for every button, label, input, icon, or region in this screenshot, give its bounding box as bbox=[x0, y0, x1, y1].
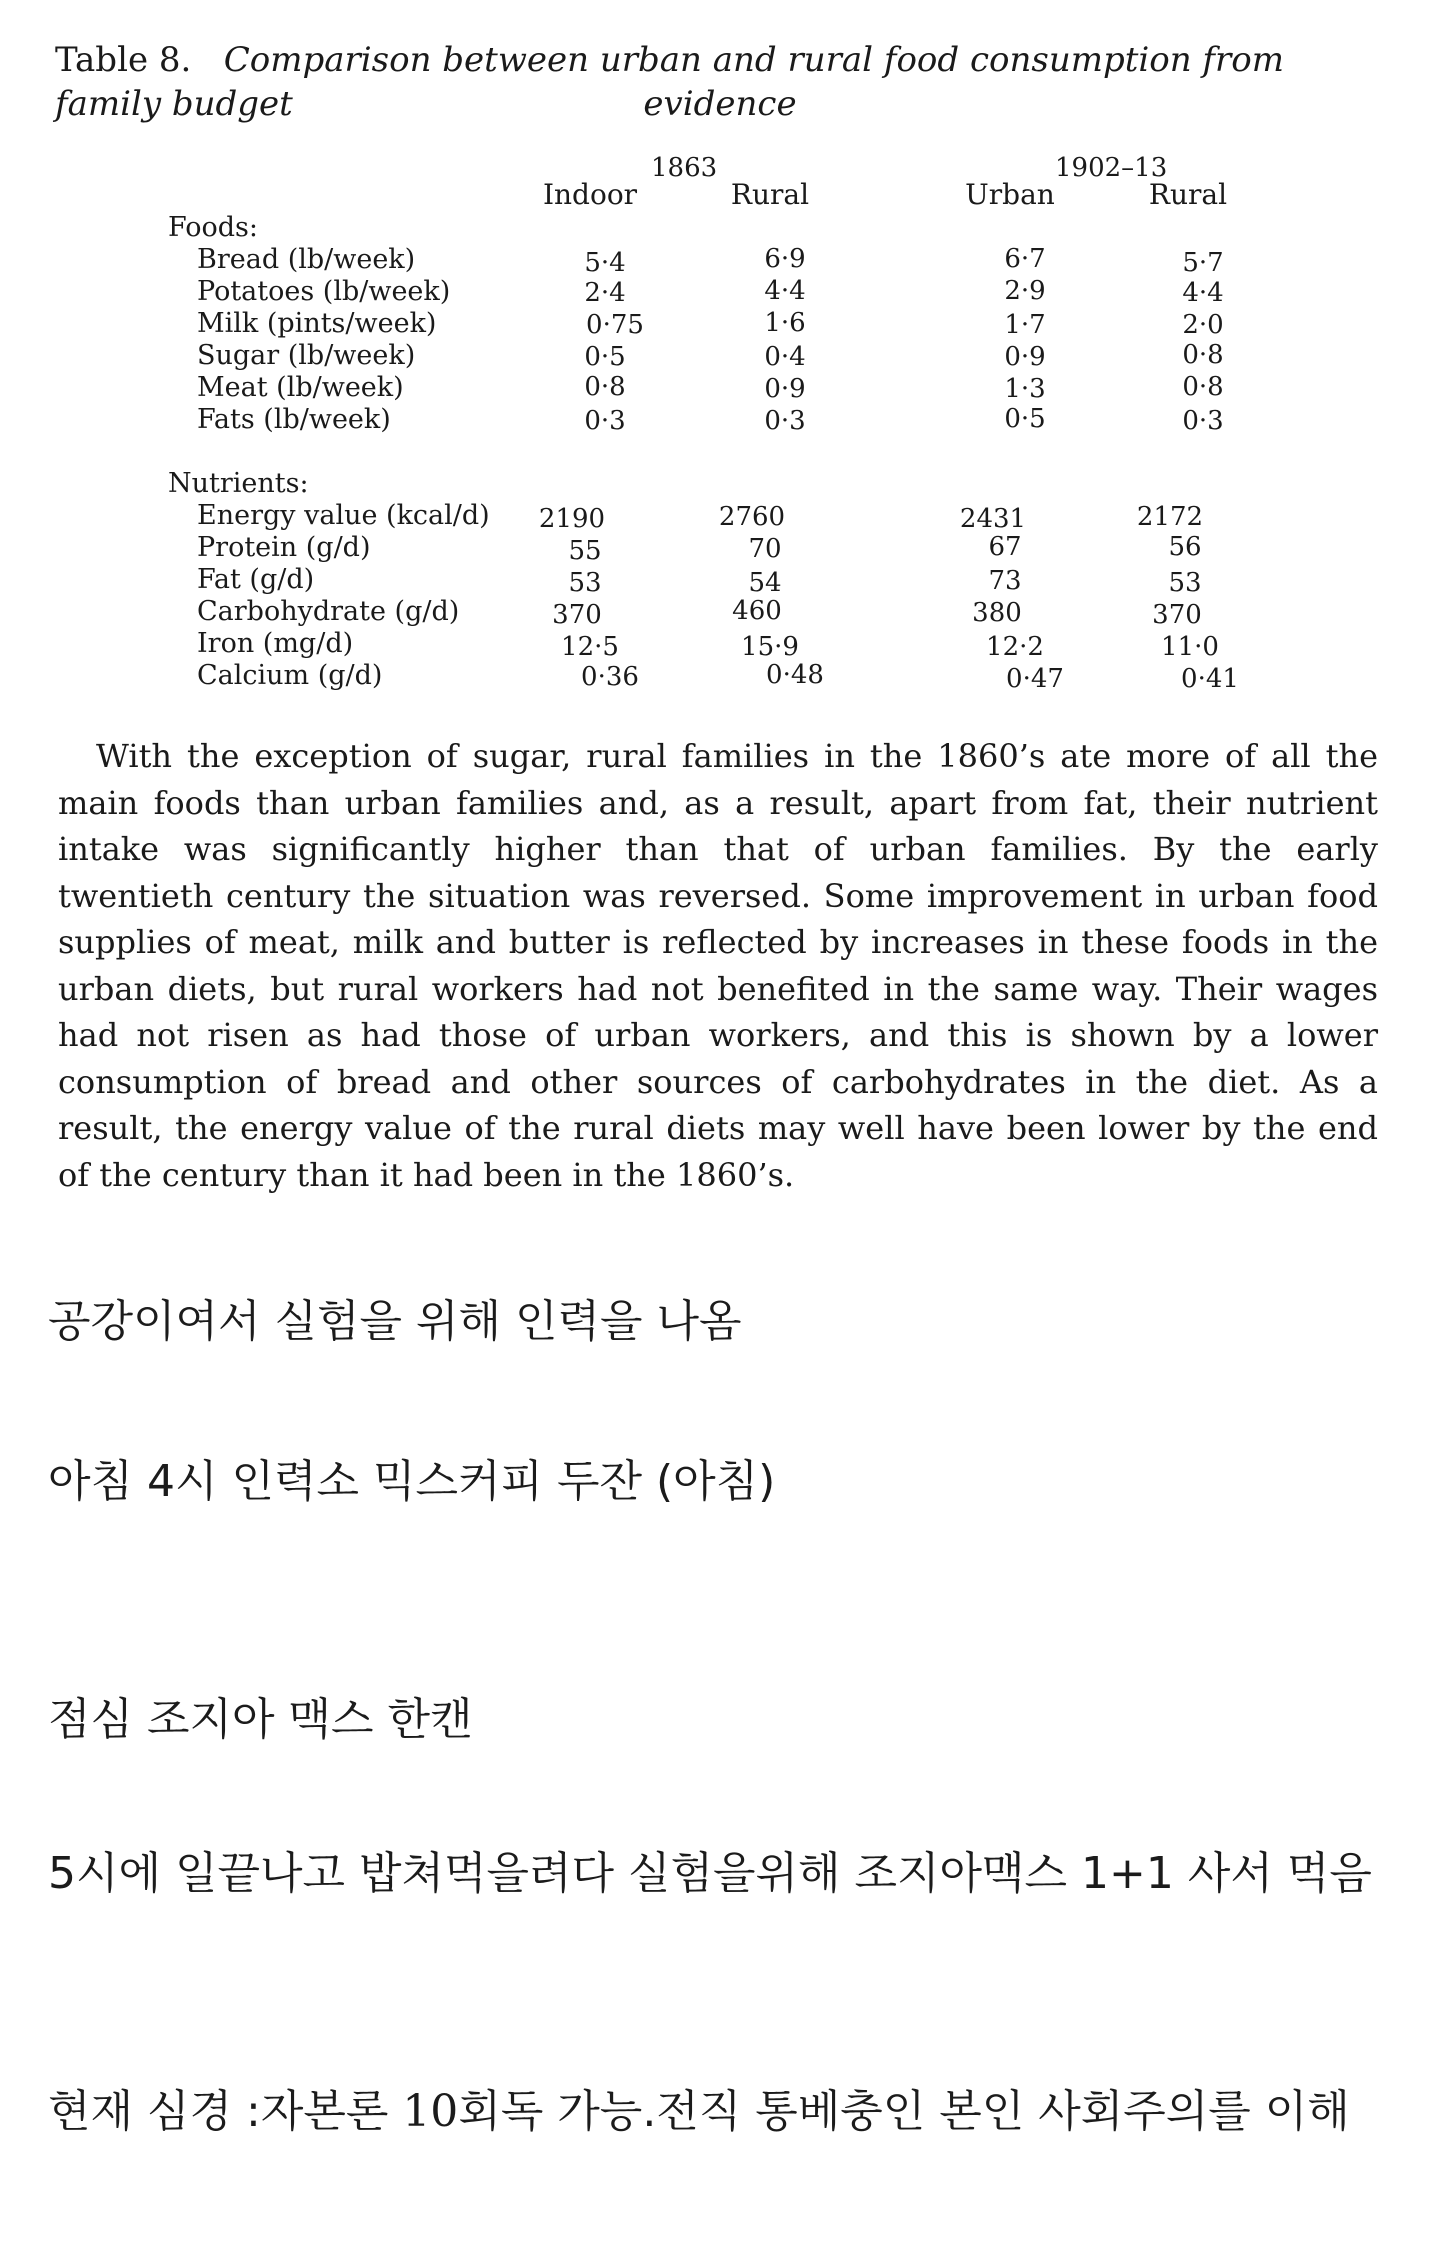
post-line-1: 공강이여서 실험을 위해 인력을 나옴 bbox=[48, 1296, 742, 1347]
table-cell: 53 bbox=[568, 568, 602, 598]
table-cell: 0·3 bbox=[1182, 406, 1224, 436]
table-cell: 460 bbox=[732, 596, 782, 626]
table-cell: 0·5 bbox=[584, 342, 626, 372]
table-cell: 0·36 bbox=[581, 662, 639, 692]
table-cell: 0·75 bbox=[586, 310, 644, 340]
period-1902-13: 1902–13 bbox=[1055, 153, 1168, 183]
table-cell: 70 bbox=[748, 534, 782, 564]
table-cell: 2·4 bbox=[584, 278, 626, 308]
post-line-2: 아침 4시 인력소 믹스커피 두잔 (아침) bbox=[48, 1456, 776, 1507]
table-cell: 5·4 bbox=[584, 248, 626, 278]
column-header-urban: Urban bbox=[965, 178, 1055, 211]
paragraph-text: With the exception of sugar, rural families in the 1860’s ate more of all the main foods than urban families and, as a result, apart from fat, their nutrient intake was significantly higher than that of urban families. By the early twentieth century the situation was reversed. Some improvement in urban food supplies of meat, milk and butter is reflected by increases in these foods in the urban diets, but rural workers had not benefited in the same way. Their wages had not risen as had those of urban workers, and this is shown by a lower consumption of bread and other sources of carbohydrates in the diet. As a result, the energy value of the rural diets may well have been lower by the end of the century than it had been in the 1860’s. bbox=[58, 737, 1378, 1194]
table-cell: 0·41 bbox=[1181, 664, 1239, 694]
table-cell: 1·6 bbox=[764, 308, 806, 338]
table-cell: 53 bbox=[1168, 568, 1202, 598]
row-label: Calcium (g/d) bbox=[197, 660, 383, 691]
section-label-nutrients: Nutrients: bbox=[168, 468, 309, 499]
table-cell: 370 bbox=[552, 600, 602, 630]
row-label: Iron (mg/d) bbox=[197, 628, 354, 659]
row-label: Energy value (kcal/d) bbox=[197, 500, 490, 531]
column-header-indoor: Indoor bbox=[542, 178, 638, 211]
post-line-5-part-b: 회독 가능.전직 통베충인 본인 사회주의를 이해 bbox=[458, 2086, 1350, 2137]
row-label: Fat (g/d) bbox=[197, 564, 315, 595]
period-1863: 1863 bbox=[651, 153, 718, 183]
column-header-rural-1902: Rural bbox=[1148, 178, 1228, 211]
row-label: Potatoes (lb/week) bbox=[197, 276, 451, 307]
table-cell: 6·7 bbox=[1004, 244, 1046, 274]
table-cell: 0·3 bbox=[764, 406, 806, 436]
table-cell: 0·8 bbox=[1182, 372, 1224, 402]
table-cell: 1·7 bbox=[1004, 310, 1046, 340]
table-cell: 55 bbox=[568, 536, 602, 566]
post-line-4: 5시에 일끝나고 밥쳐먹을려다 실험을위해 조지아맥스 1+1 사서 먹음 bbox=[48, 1848, 1372, 1899]
table-cell: 380 bbox=[972, 598, 1022, 628]
table-cell: 0·9 bbox=[764, 374, 806, 404]
row-label: Milk (pints/week) bbox=[197, 308, 437, 339]
table-cell: 0·47 bbox=[1006, 664, 1064, 694]
row-label: Sugar (lb/week) bbox=[197, 340, 416, 371]
table-cell: 0·8 bbox=[584, 372, 626, 402]
row-label: Meat (lb/week) bbox=[197, 372, 404, 403]
table-cell: 73 bbox=[988, 566, 1022, 596]
table-cell: 15·9 bbox=[741, 632, 799, 662]
row-label: Protein (g/d) bbox=[197, 532, 371, 563]
table-title-continued: evidence bbox=[643, 84, 797, 124]
table-cell: 11·0 bbox=[1161, 632, 1219, 662]
table-cell: 2172 bbox=[1136, 502, 1204, 532]
table-cell: 6·9 bbox=[764, 244, 806, 274]
table-cell: 1·3 bbox=[1004, 374, 1046, 404]
table-cell: 54 bbox=[748, 568, 782, 598]
table-cell: 0·48 bbox=[766, 660, 824, 690]
post-line-5 bbox=[48, 2080, 1408, 2144]
row-label: Bread (lb/week) bbox=[197, 244, 416, 275]
table-number: Table 8. bbox=[55, 40, 192, 80]
body-paragraph bbox=[58, 733, 1378, 1198]
table-cell: 12·2 bbox=[986, 632, 1044, 662]
table-cell: 5·7 bbox=[1182, 248, 1224, 278]
section-label-foods: Foods: bbox=[168, 212, 259, 243]
table-cell: 2·9 bbox=[1004, 276, 1046, 306]
table-cell: 0·3 bbox=[584, 406, 626, 436]
post-line-3: 점심 조지아 맥스 한캔 bbox=[48, 1694, 473, 1745]
post-line-5-number: 10 bbox=[402, 2086, 459, 2137]
table-caption bbox=[55, 38, 1395, 126]
table-cell: 2·0 bbox=[1182, 310, 1224, 340]
table-cell: 0·9 bbox=[1004, 342, 1046, 372]
table-cell: 2760 bbox=[718, 502, 786, 532]
table-cell: 4·4 bbox=[1182, 278, 1224, 308]
column-header-rural-1863: Rural bbox=[730, 178, 810, 211]
post-line-5-part-a: 현재 심경 :자본론 bbox=[48, 2086, 403, 2137]
row-label: Carbohydrate (g/d) bbox=[197, 596, 460, 627]
table-cell: 2190 bbox=[538, 504, 606, 534]
table-cell: 370 bbox=[1152, 600, 1202, 630]
table-cell: 67 bbox=[988, 532, 1022, 562]
table-cell: 12·5 bbox=[561, 632, 619, 662]
table-cell: 56 bbox=[1168, 532, 1202, 562]
table-cell: 2431 bbox=[959, 504, 1027, 534]
table-cell: 0·8 bbox=[1182, 340, 1224, 370]
table-cell: 0·4 bbox=[764, 342, 806, 372]
row-label: Fats (lb/week) bbox=[197, 404, 391, 435]
table-cell: 4·4 bbox=[764, 276, 806, 306]
table-cell: 0·5 bbox=[1004, 404, 1046, 434]
table-title: Comparison between urban and rural food consumption from family budget bbox=[55, 40, 1284, 124]
